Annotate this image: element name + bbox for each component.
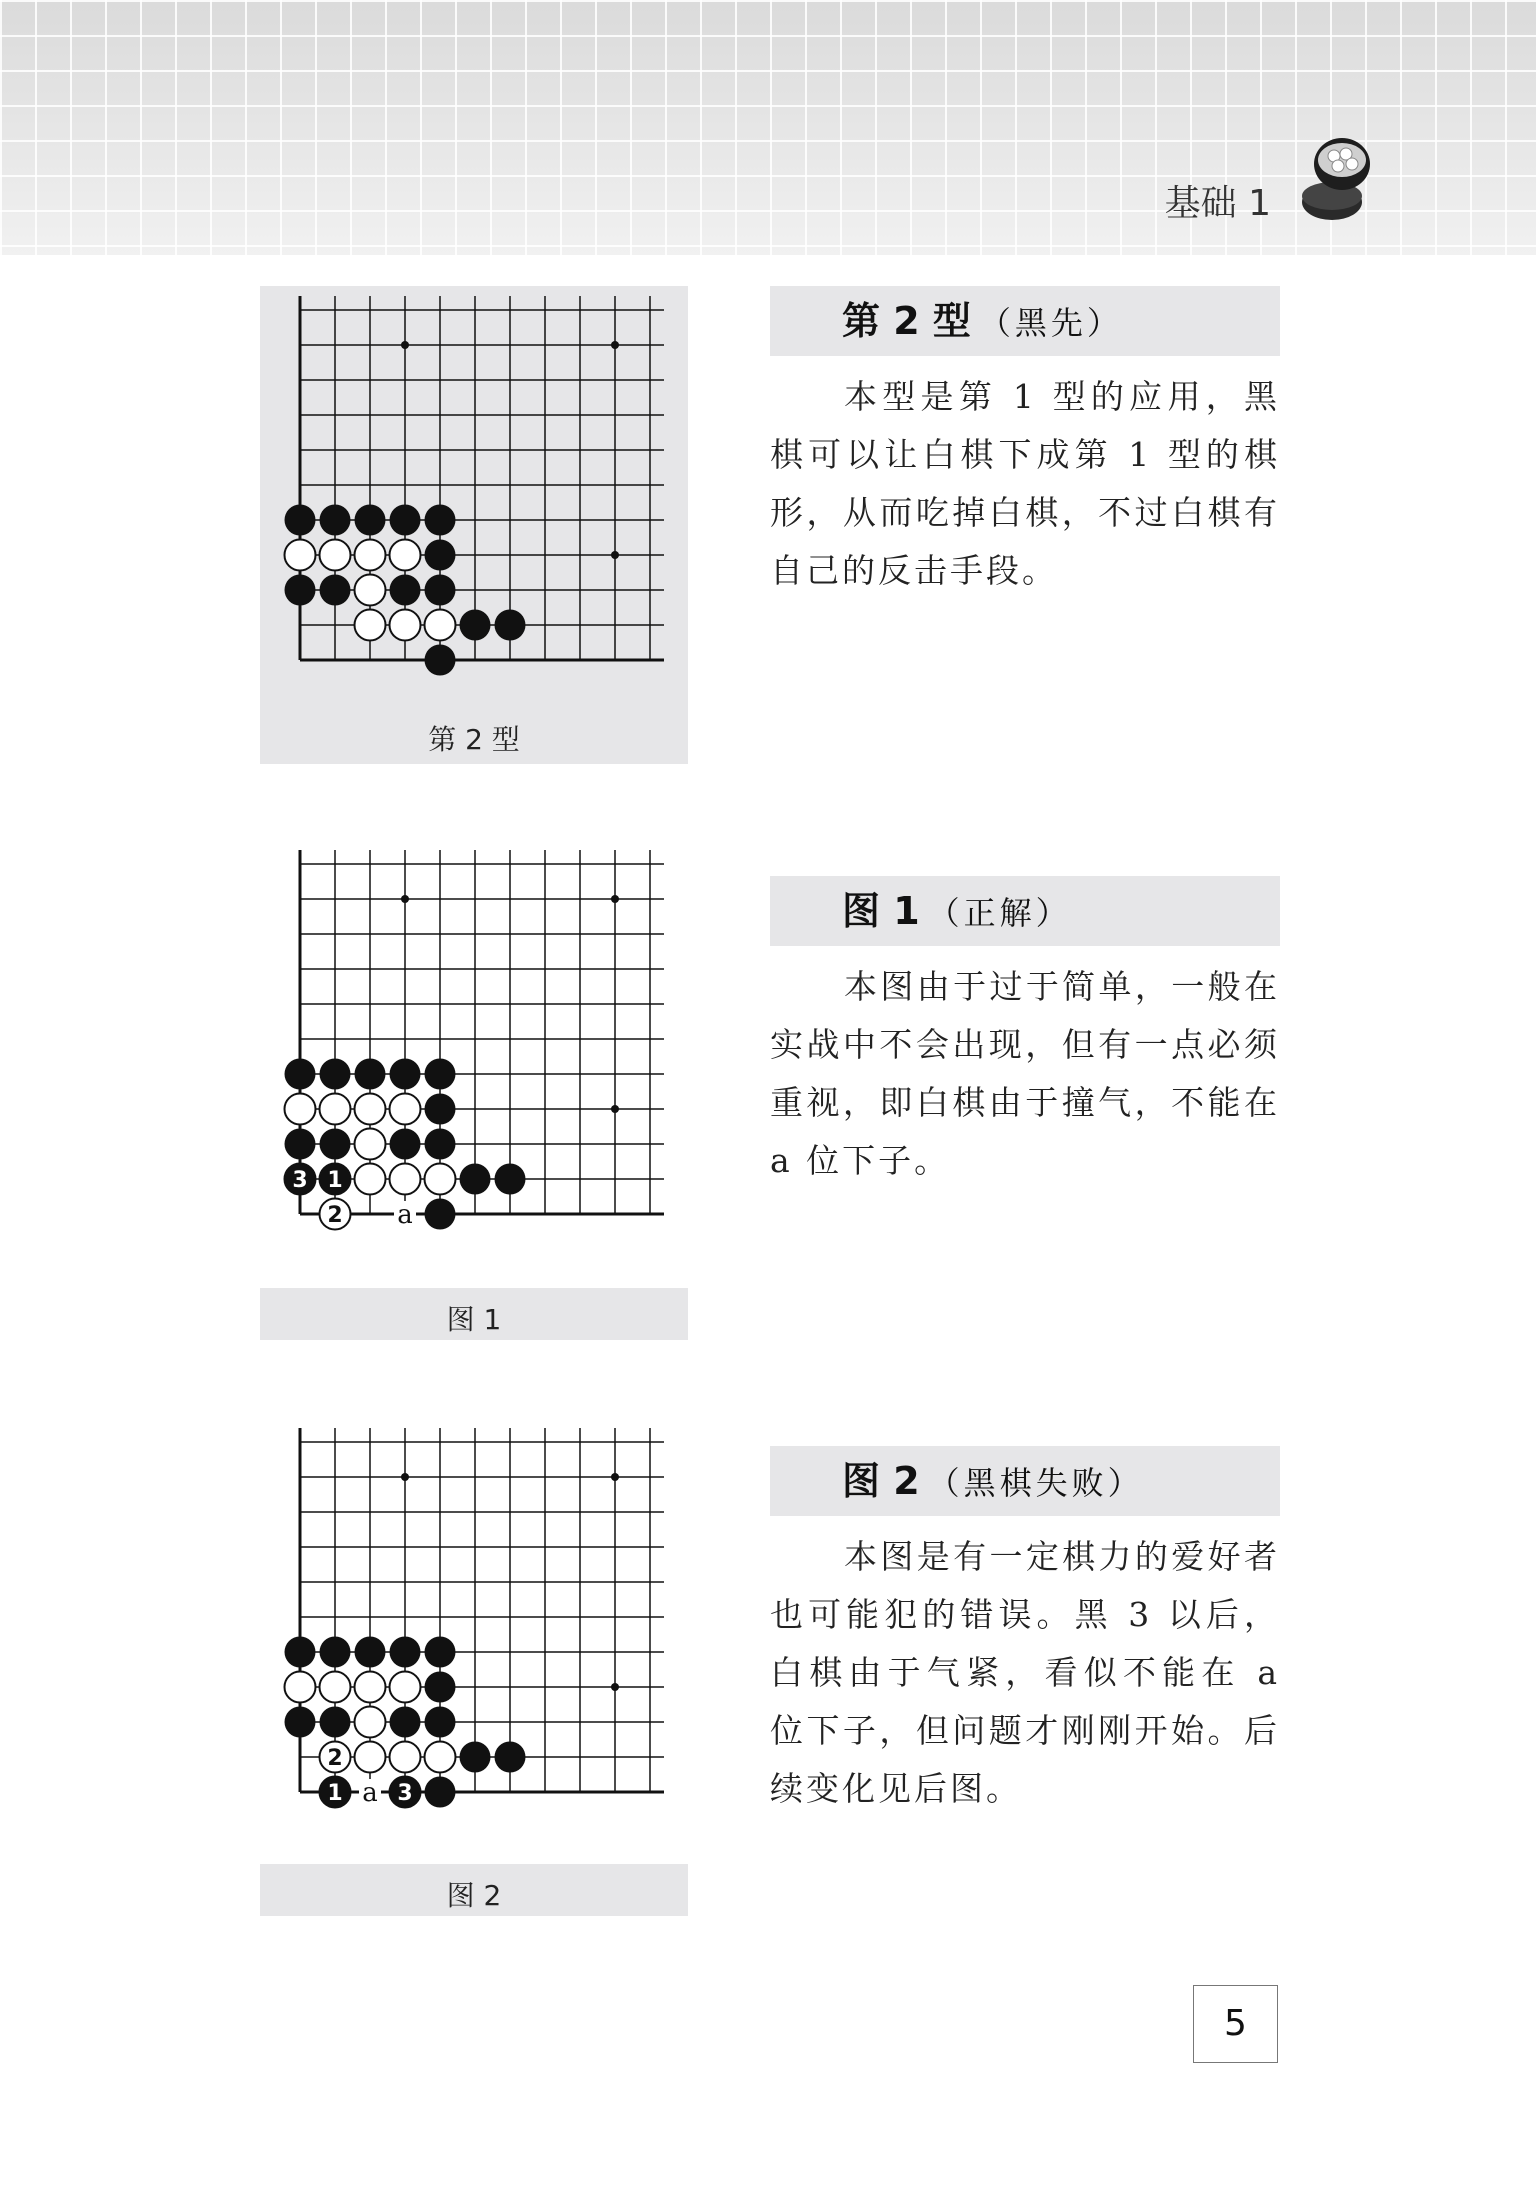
white-stone xyxy=(390,1094,421,1125)
black-stone xyxy=(390,1637,421,1668)
black-stone xyxy=(285,1059,316,1090)
section-heading: 图 1 xyxy=(842,889,920,933)
point-label: a xyxy=(397,1200,413,1230)
black-stone xyxy=(320,1059,351,1090)
move-number: 1 xyxy=(327,1781,343,1806)
black-stone xyxy=(425,1777,456,1808)
move-number: 3 xyxy=(397,1781,413,1806)
section-subheading: （黑先） xyxy=(978,304,1123,342)
star-point xyxy=(401,1473,409,1481)
white-stone xyxy=(355,575,386,606)
star-point xyxy=(611,1473,619,1481)
section-subheading: （黑棋失败） xyxy=(927,1464,1144,1502)
black-stone xyxy=(425,1094,456,1125)
black-stone xyxy=(355,1637,386,1668)
star-point xyxy=(611,341,619,349)
go-board-figure-2 xyxy=(260,1418,688,1838)
black-stone xyxy=(320,1637,351,1668)
move-number: 3 xyxy=(292,1168,308,1193)
section-title xyxy=(842,1446,1144,1516)
page-number: 5 xyxy=(1193,1985,1278,2063)
figure-caption: 图 2 xyxy=(446,1879,502,1912)
go-board-figure-0 xyxy=(260,286,688,706)
go-board-figure-1 xyxy=(260,840,688,1260)
white-stone xyxy=(425,610,456,641)
go-stone-bowl-icon xyxy=(1290,130,1380,230)
white-stone xyxy=(285,540,316,571)
black-stone xyxy=(285,1637,316,1668)
section-paragraph: 本图由于过于简单，一般在实战中不会出现，但有一点必须重视，即白棋由于撞气，不能在 a 位下子。 xyxy=(770,967,1280,1180)
black-stone xyxy=(425,1199,456,1230)
section-paragraph: 本型是第 1 型的应用，黑棋可以让白棋下成第 1 型的棋形，从而吃掉白棋，不过白棋有自己的反击手段。 xyxy=(770,377,1280,590)
white-stone xyxy=(355,610,386,641)
black-stone xyxy=(390,575,421,606)
black-stone xyxy=(425,1129,456,1160)
black-stone xyxy=(390,1129,421,1160)
white-stone xyxy=(390,1672,421,1703)
star-point xyxy=(611,1105,619,1113)
black-stone xyxy=(390,1707,421,1738)
black-stone xyxy=(285,505,316,536)
figure-caption: 图 1 xyxy=(446,1303,502,1336)
white-stone xyxy=(285,1672,316,1703)
white-stone xyxy=(320,1672,351,1703)
black-stone xyxy=(495,610,526,641)
black-stone xyxy=(425,540,456,571)
black-stone xyxy=(355,505,386,536)
star-point xyxy=(611,1683,619,1691)
black-stone xyxy=(495,1742,526,1773)
black-stone xyxy=(425,1059,456,1090)
white-stone xyxy=(425,1164,456,1195)
star-point xyxy=(401,895,409,903)
black-stone xyxy=(390,1059,421,1090)
white-stone xyxy=(355,1129,386,1160)
black-stone xyxy=(495,1164,526,1195)
black-stone xyxy=(285,575,316,606)
white-stone xyxy=(390,1164,421,1195)
move-number: 1 xyxy=(327,1168,343,1193)
white-stone xyxy=(390,610,421,641)
white-stone xyxy=(355,540,386,571)
white-stone xyxy=(355,1094,386,1125)
section-subheading: （正解） xyxy=(927,894,1072,932)
white-stone xyxy=(425,1742,456,1773)
move-number: 2 xyxy=(327,1746,343,1771)
black-stone xyxy=(425,1637,456,1668)
white-stone xyxy=(355,1742,386,1773)
star-point xyxy=(611,895,619,903)
black-stone xyxy=(390,505,421,536)
section-title xyxy=(842,286,1123,356)
black-stone xyxy=(425,575,456,606)
white-stone xyxy=(285,1094,316,1125)
black-stone xyxy=(320,1707,351,1738)
black-stone xyxy=(460,1164,491,1195)
black-stone xyxy=(285,1129,316,1160)
white-stone xyxy=(390,1742,421,1773)
move-number: 2 xyxy=(327,1203,343,1228)
white-stone xyxy=(355,1164,386,1195)
white-stone xyxy=(390,540,421,571)
star-point xyxy=(401,341,409,349)
section-title xyxy=(842,876,1072,946)
white-stone xyxy=(355,1707,386,1738)
black-stone xyxy=(355,1059,386,1090)
white-stone xyxy=(355,1672,386,1703)
black-stone xyxy=(425,505,456,536)
black-stone xyxy=(460,1742,491,1773)
star-point xyxy=(611,551,619,559)
white-stone xyxy=(320,540,351,571)
black-stone xyxy=(320,505,351,536)
black-stone xyxy=(285,1707,316,1738)
black-stone xyxy=(460,610,491,641)
black-stone xyxy=(425,1707,456,1738)
black-stone xyxy=(320,1129,351,1160)
header-title: 基础 1 xyxy=(1164,183,1271,224)
point-label: a xyxy=(362,1778,378,1808)
section-heading: 第 2 型 xyxy=(842,299,971,343)
section-paragraph: 本图是有一定棋力的爱好者也可能犯的错误。黑 3 以后，白棋由于气紧，看似不能在 a 位下子，但问题才刚刚开始。后续变化见后图。 xyxy=(770,1537,1280,1808)
black-stone xyxy=(425,645,456,676)
white-stone xyxy=(320,1094,351,1125)
figure-caption: 第 2 型 xyxy=(428,723,520,756)
black-stone xyxy=(425,1672,456,1703)
black-stone xyxy=(320,575,351,606)
section-heading: 图 2 xyxy=(842,1459,920,1503)
